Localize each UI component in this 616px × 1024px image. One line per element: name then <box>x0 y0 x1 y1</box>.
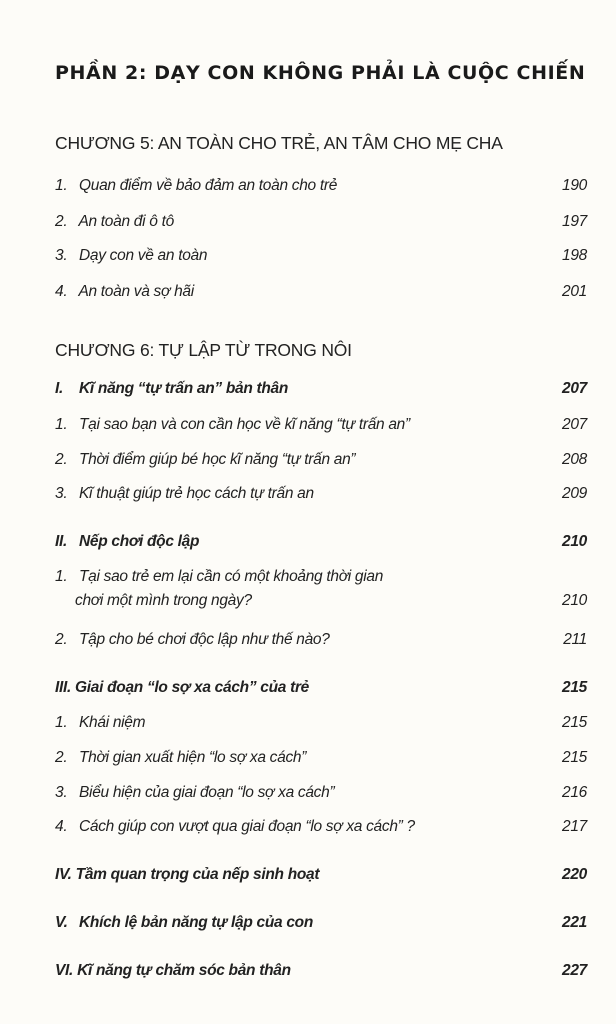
entry-label: Biểu hiện của giai đoạn “lo sợ xa cách” <box>79 784 335 801</box>
section-number: IV. <box>55 866 72 883</box>
toc-section[interactable] <box>55 679 587 697</box>
toc-entry[interactable] <box>55 818 587 836</box>
part-title: PHẦN 2: DẠY CON KHÔNG PHẢI LÀ CUỘC CHIẾN <box>55 62 586 84</box>
chapter-5-title: CHƯƠNG 5: AN TOÀN CHO TRẺ, AN TÂM CHO MẸ CHA <box>55 133 503 153</box>
chapter-6-title: CHƯƠNG 6: TỰ LẬP TỪ TRONG NÔI <box>55 340 352 360</box>
entry-page: 207 <box>562 416 587 433</box>
entry-label: Thời điểm giúp bé học kĩ năng “tự trấn an” <box>79 451 356 468</box>
entry-number: 2. <box>55 213 68 230</box>
toc-section[interactable] <box>55 914 587 932</box>
section-page: 227 <box>562 962 587 979</box>
section-number: V. <box>55 914 68 931</box>
section-page: 215 <box>562 679 587 696</box>
section-label: Kĩ năng tự chăm sóc bản thân <box>77 962 291 979</box>
entry-number: 3. <box>55 485 68 502</box>
entry-label: Khái niệm <box>79 714 146 731</box>
entry-page: 190 <box>562 177 587 194</box>
entry-number: 4. <box>55 818 68 835</box>
entry-page: 198 <box>562 247 587 264</box>
section-label: Tầm quan trọng của nếp sinh hoạt <box>75 866 320 883</box>
entry-page: 197 <box>562 213 587 230</box>
entry-label: Tại sao bạn và con cần học về kĩ năng “tự trấn an” <box>79 416 410 433</box>
section-page: 221 <box>562 914 587 931</box>
entry-page: 215 <box>562 714 587 731</box>
entry-page: 201 <box>562 283 587 300</box>
section-number: VI. <box>55 962 74 979</box>
entry-label: Cách giúp con vượt qua giai đoạn “lo sợ xa cách” ? <box>79 818 415 835</box>
entry-page: 217 <box>562 818 587 835</box>
entry-number: 3. <box>55 784 68 801</box>
toc-entry[interactable] <box>55 714 587 732</box>
toc-entry[interactable] <box>55 416 587 434</box>
entry-label: Thời gian xuất hiện “lo sợ xa cách” <box>79 749 307 766</box>
entry-number: 4. <box>55 283 68 300</box>
toc-entry[interactable] <box>55 568 587 610</box>
entry-label: Quan điểm về bảo đảm an toàn cho trẻ <box>79 177 338 194</box>
toc-section[interactable] <box>55 533 587 551</box>
entry-number: 1. <box>55 177 68 194</box>
toc-entry[interactable] <box>55 177 587 195</box>
entry-page: 210 <box>562 592 587 609</box>
toc-section[interactable] <box>55 962 587 980</box>
entry-label: Dạy con về an toàn <box>79 247 208 264</box>
entry-label: Tại sao trẻ em lại cần có một khoảng thời gian <box>79 568 384 585</box>
section-page: 210 <box>562 533 587 550</box>
toc-section[interactable] <box>55 866 587 884</box>
entry-number: 1. <box>55 568 68 585</box>
toc-section[interactable] <box>55 380 587 398</box>
section-number: I. <box>55 380 64 397</box>
toc-entry[interactable] <box>55 213 587 231</box>
entry-number: 1. <box>55 714 68 731</box>
entry-number: 2. <box>55 451 68 468</box>
entry-page: 215 <box>562 749 587 766</box>
entry-page: 216 <box>562 784 587 801</box>
section-number: II. <box>55 533 68 550</box>
toc-entry[interactable] <box>55 451 587 469</box>
section-page: 207 <box>562 380 587 397</box>
section-number: III. <box>55 679 72 696</box>
toc-entry[interactable] <box>55 784 587 802</box>
toc-entry[interactable] <box>55 749 587 767</box>
section-label: Nếp chơi độc lập <box>79 533 200 550</box>
entry-number: 1. <box>55 416 68 433</box>
entry-label-continued: chơi một mình trong ngày? <box>75 592 252 609</box>
entry-label: An toàn và sợ hãi <box>78 283 194 300</box>
entry-page: 211 <box>563 631 587 648</box>
entry-number: 3. <box>55 247 68 264</box>
toc-entry[interactable] <box>55 631 587 649</box>
section-page: 220 <box>562 866 587 883</box>
section-label: Kĩ năng “tự trấn an” bản thân <box>79 380 289 397</box>
entry-page: 209 <box>562 485 587 502</box>
toc-entry[interactable] <box>55 247 587 265</box>
entry-label: Kĩ thuật giúp trẻ học cách tự trấn an <box>79 485 314 502</box>
section-label: Khích lệ bản năng tự lập của con <box>79 914 314 931</box>
entry-label: Tập cho bé chơi độc lập như thế nào? <box>79 631 330 648</box>
entry-label: An toàn đi ô tô <box>78 213 174 230</box>
section-label: Giai đoạn “lo sợ xa cách” của trẻ <box>75 679 309 696</box>
entry-number: 2. <box>55 749 68 766</box>
toc-entry[interactable] <box>55 283 587 301</box>
toc-entry[interactable] <box>55 485 587 503</box>
entry-number: 2. <box>55 631 68 648</box>
entry-page: 208 <box>562 451 587 468</box>
